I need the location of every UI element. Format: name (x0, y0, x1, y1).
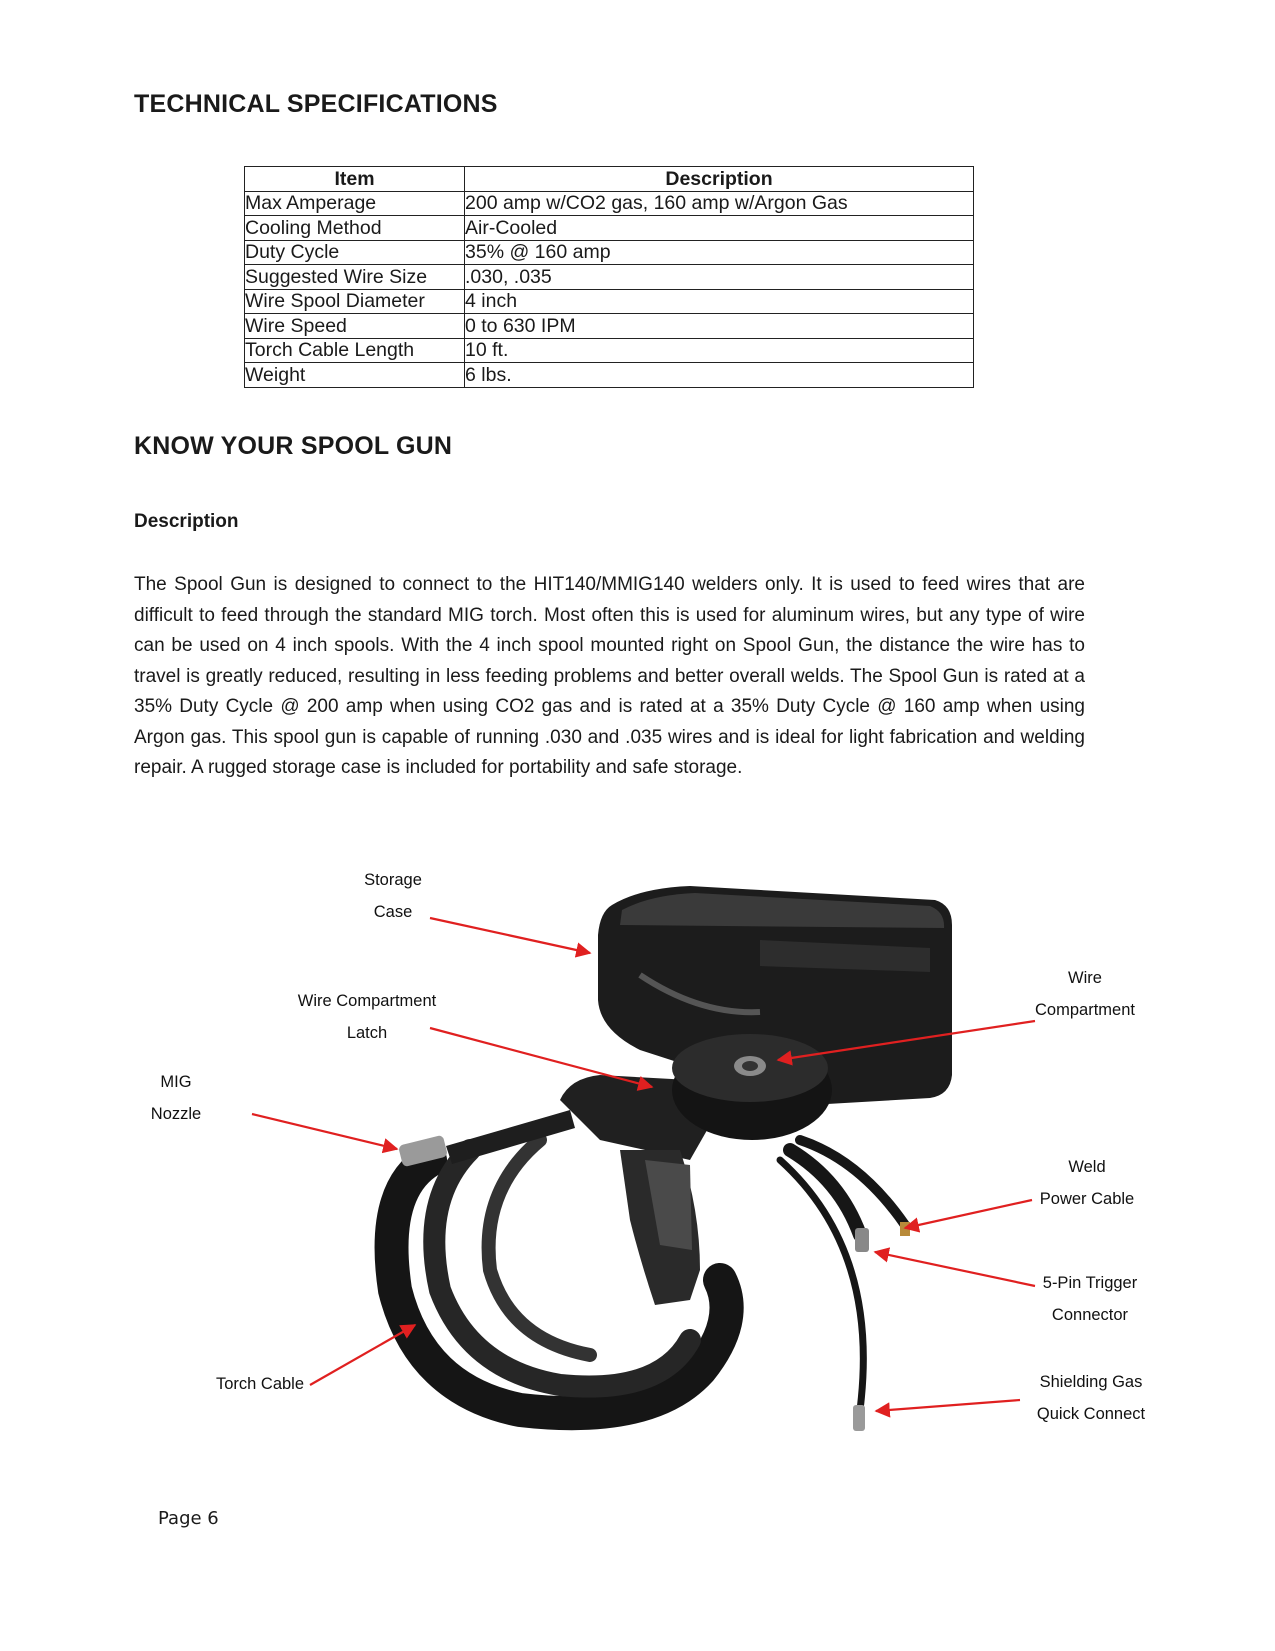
cell-item: Wire Spool Diameter (245, 289, 465, 314)
section-title-specs: TECHNICAL SPECIFICATIONS (134, 90, 498, 118)
label-line: Wire (1068, 969, 1102, 987)
label-storage-case (348, 864, 438, 928)
trigger-connector-graphic (855, 1228, 869, 1252)
label-shielding-gas-quick-connect (1026, 1366, 1156, 1430)
cell-item: Suggested Wire Size (245, 265, 465, 290)
description-paragraph: The Spool Gun is designed to connect to the HIT140/MMIG140 welders only. It is used to feed wires that are difficult to feed through the standard MIG torch. Most often this is used for aluminum wires, but any type of wire can be used on 4 inch spools. With the 4 inch spool mounted right on Spool Gun, the distance the wire has to travel is greatly reduced, resulting in less feeding problems and better overall welds. The Spool Gun is rated at a 35% Duty Cycle @ 200 amp when using CO2 gas and is rated at a 35% Duty Cycle @ 160 amp when using Argon gas. This spool gun is capable of running .030 and .035 wires and is ideal for light fabrication and welding repair. A rugged storage case is included for portability and safe storage. (134, 574, 1085, 778)
label-line: Storage (364, 871, 422, 889)
cell-description: 6 lbs. (465, 363, 974, 388)
cell-description: .030, .035 (465, 265, 974, 290)
header-item: Item (245, 167, 465, 192)
cell-description: Air-Cooled (465, 216, 974, 241)
cell-item: Torch Cable Length (245, 338, 465, 363)
cell-description: 0 to 630 IPM (465, 314, 974, 339)
cell-description: 200 amp w/CO2 gas, 160 amp w/Argon Gas (465, 191, 974, 216)
label-torch-cable (205, 1368, 315, 1400)
label-line: Torch Cable (215, 1375, 305, 1393)
page-number: Page 6 (158, 1508, 219, 1529)
label-wire-compartment (1030, 962, 1140, 1026)
label-line: 5-Pin Trigger (1042, 1274, 1138, 1292)
cell-item: Weight (245, 363, 465, 388)
label-line: Latch (346, 1024, 388, 1042)
trailing-cables-graphic (780, 1140, 905, 1410)
label-trigger-connector (1032, 1267, 1148, 1331)
label-line: Power Cable (1039, 1190, 1135, 1208)
gas-quick-connect-graphic (853, 1405, 865, 1431)
label-weld-power-cable (1032, 1151, 1142, 1215)
label-line: Connector (1051, 1306, 1129, 1324)
label-mig-nozzle (140, 1066, 212, 1130)
label-line: MIG (160, 1073, 192, 1091)
label-line: Quick Connect (1036, 1405, 1146, 1423)
label-line: Compartment (1035, 1001, 1135, 1019)
header-description: Description (465, 167, 974, 192)
mig-nozzle-graphic (398, 1110, 575, 1167)
label-wire-compartment-latch (282, 985, 452, 1049)
label-line: Case (373, 903, 413, 921)
label-line: Weld (1068, 1158, 1106, 1176)
cell-description: 4 inch (465, 289, 974, 314)
cell-item: Wire Speed (245, 314, 465, 339)
cell-item: Duty Cycle (245, 240, 465, 265)
label-line: Shielding Gas (1039, 1373, 1143, 1391)
subheading-description: Description (134, 511, 239, 532)
cell-item: Cooling Method (245, 216, 465, 241)
section-title-know: KNOW YOUR SPOOL GUN (134, 432, 453, 460)
label-line: Nozzle (150, 1105, 202, 1123)
cell-description: 10 ft. (465, 338, 974, 363)
cell-item: Max Amperage (245, 191, 465, 216)
label-line: Wire Compartment (297, 992, 437, 1010)
weld-cable-lug-graphic (900, 1222, 910, 1236)
cell-description: 35% @ 160 amp (465, 240, 974, 265)
